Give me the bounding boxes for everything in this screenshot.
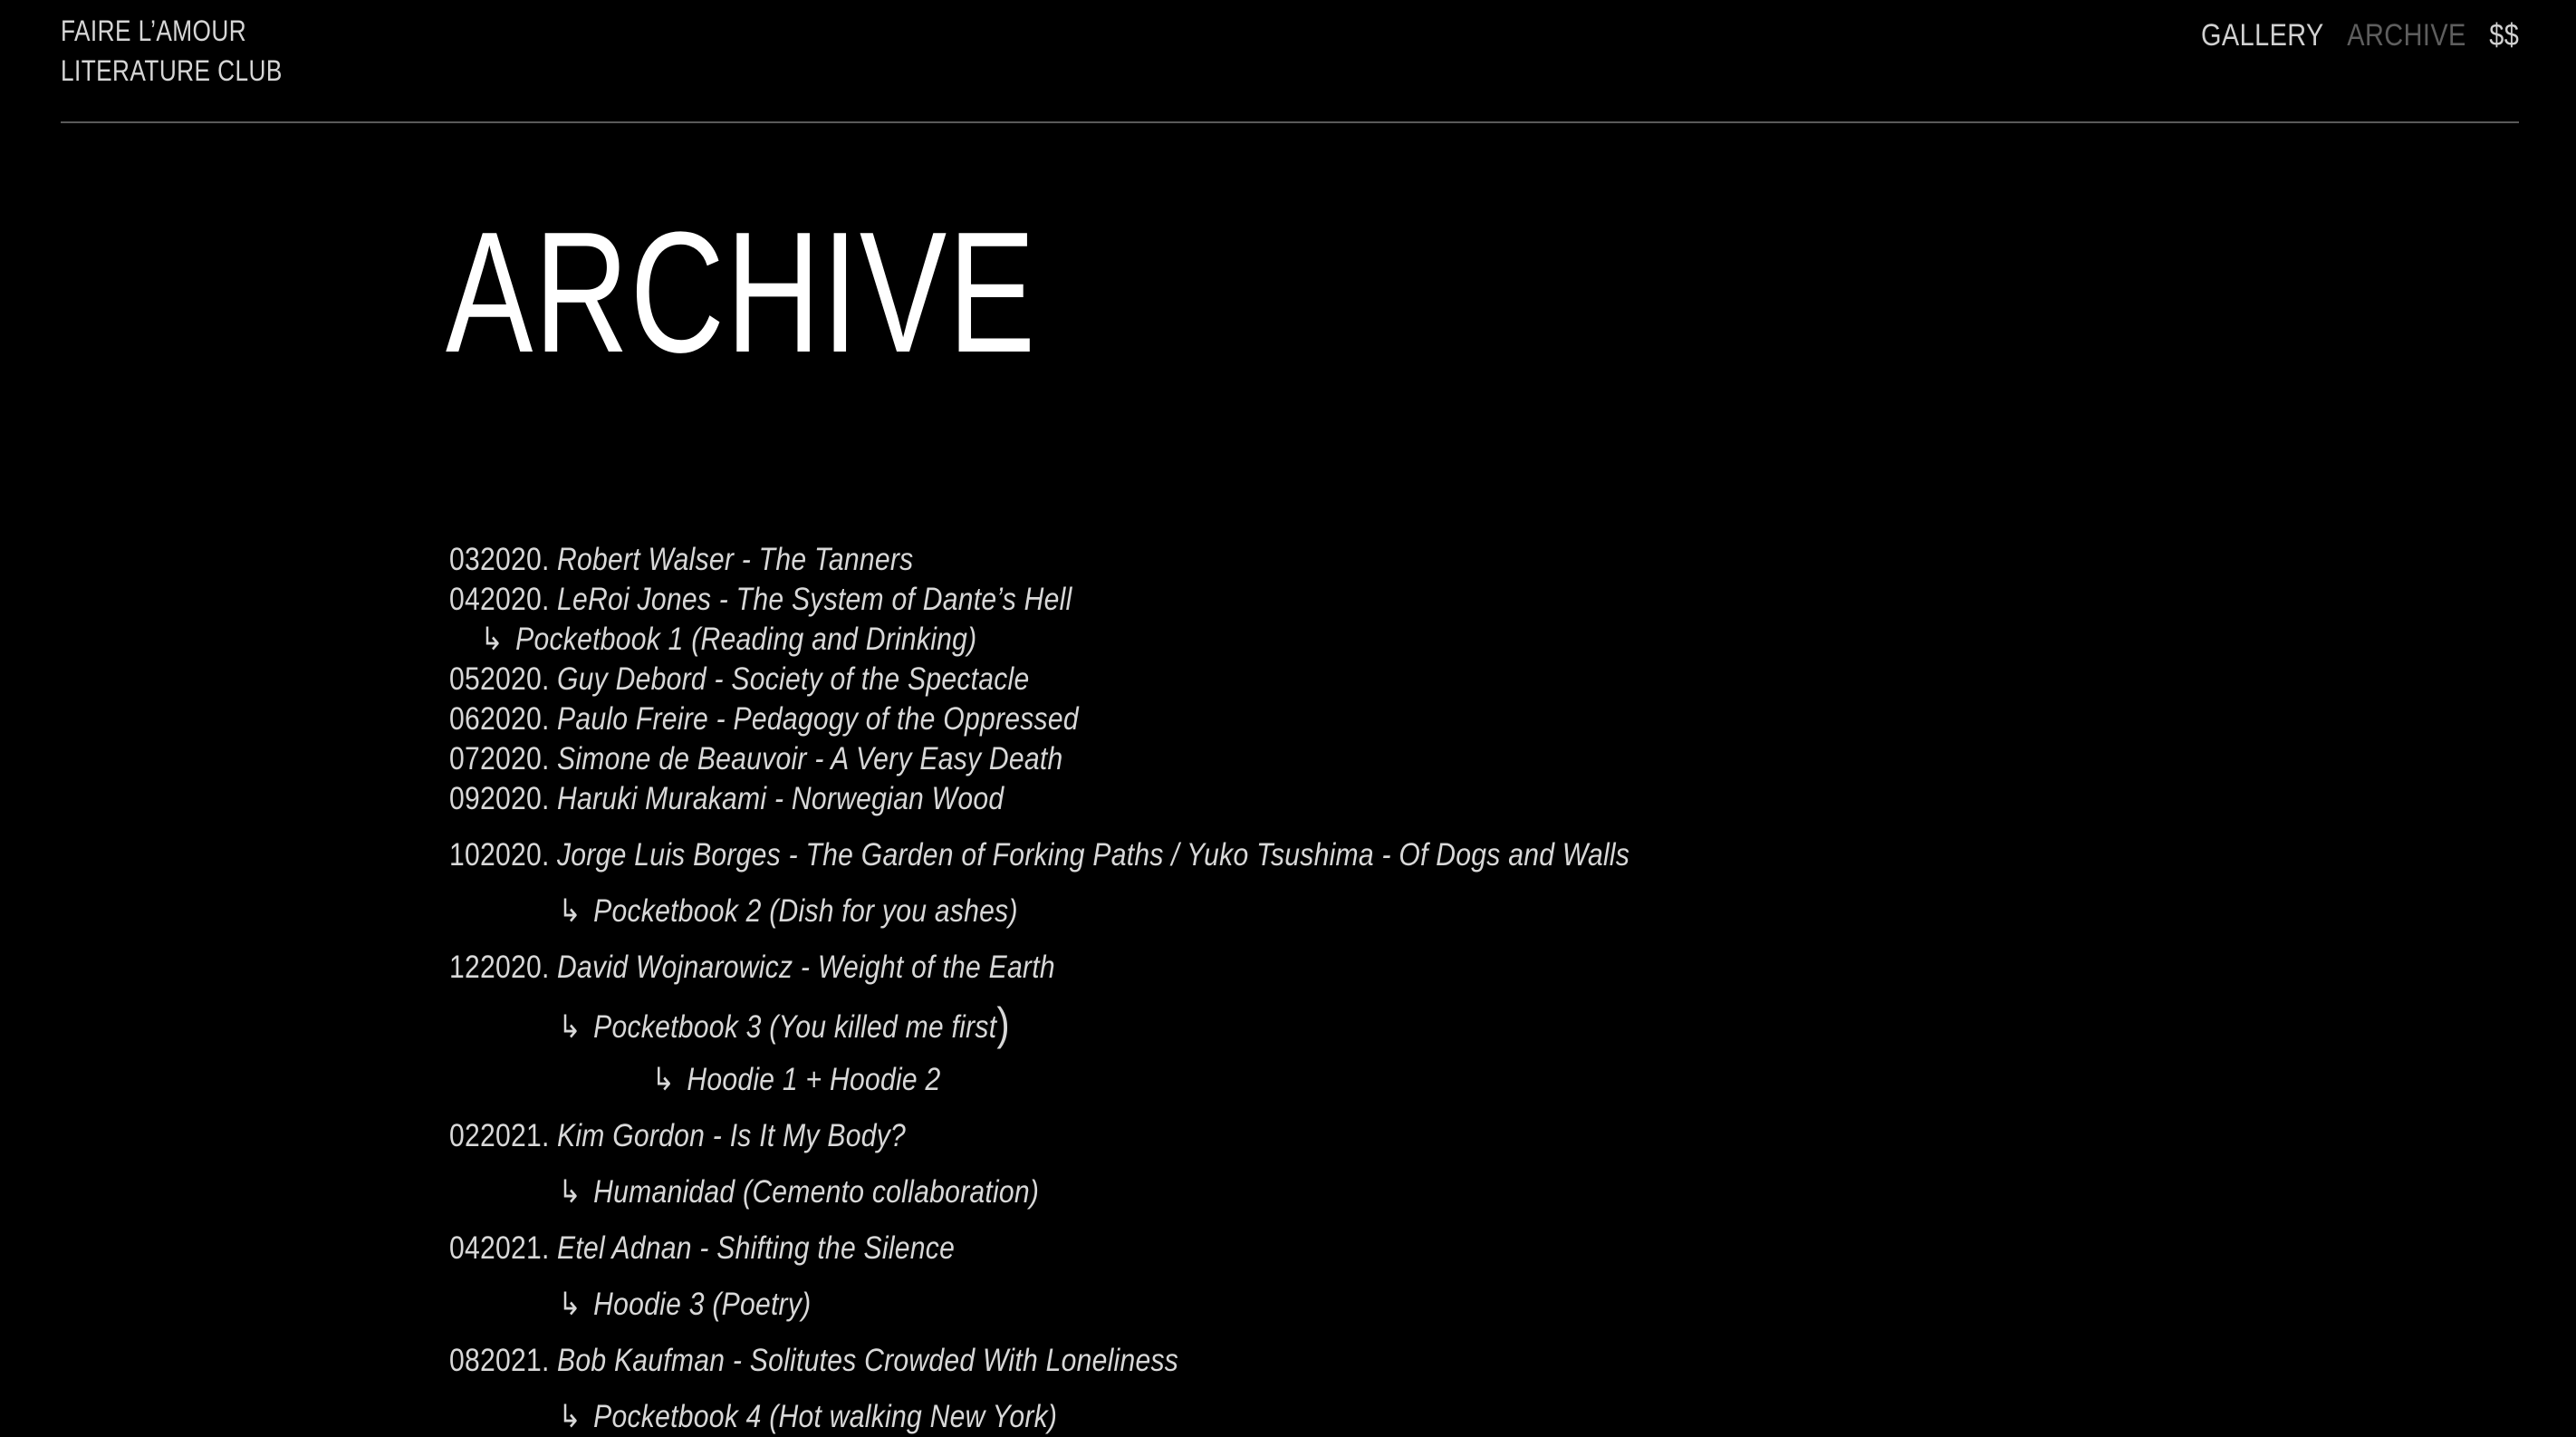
arrow-icon: ↳ <box>558 893 582 929</box>
subentry-label: Pocketbook 3 (You killed me first <box>593 1009 997 1045</box>
archive-entry <box>449 699 1929 739</box>
entry-work: Jorge Luis Borges - The Garden of Forking Paths / Yuko Tsushima - Of Dogs and Walls <box>556 837 1630 873</box>
archive-entry <box>449 540 1929 580</box>
entry-work: Guy Debord - Society of the Spectacle <box>556 661 1030 697</box>
entry-work: LeRoi Jones - The System of Dante’s Hell <box>556 582 1072 617</box>
archive-subentry <box>449 1285 1929 1325</box>
page-title: ARCHIVE <box>446 197 1037 389</box>
nav-archive-link[interactable]: ARCHIVE <box>2347 18 2466 53</box>
archive-entry <box>449 779 1929 819</box>
entry-date: 082021. <box>449 1343 550 1378</box>
entry-work: Haruki Murakami - Norwegian Wood <box>556 781 1004 816</box>
entry-date: 092020. <box>449 781 550 816</box>
archive-entry <box>449 1116 1929 1156</box>
subentry-label: Pocketbook 1 (Reading and Drinking) <box>515 622 977 657</box>
archive-entry <box>449 580 1929 620</box>
subentry-label: Humanidad (Cemento collaboration) <box>593 1174 1040 1210</box>
entry-work: David Wojnarowicz - Weight of the Earth <box>556 950 1055 985</box>
brand-line-1: FAIRE L’AMOUR <box>61 14 247 47</box>
subentry-label: Pocketbook 4 (Hot walking New York) <box>593 1399 1058 1434</box>
nav-shop-link[interactable]: $$ <box>2488 18 2519 53</box>
arrow-icon: ↳ <box>480 622 504 657</box>
archive-entry <box>449 1229 1929 1268</box>
archive-subentry <box>449 998 1929 1049</box>
subentry-label: Pocketbook 2 (Dish for you ashes) <box>593 893 1018 929</box>
main-nav <box>2201 18 2519 53</box>
closing-paren: ) <box>996 998 1010 1049</box>
entry-date: 052020. <box>449 661 550 697</box>
entry-work: Etel Adnan - Shifting the Silence <box>556 1230 956 1266</box>
entry-date: 042021. <box>449 1230 550 1266</box>
entry-date: 072020. <box>449 741 550 776</box>
archive-entry <box>449 660 1929 699</box>
site-header <box>61 0 2519 123</box>
entry-date: 042020. <box>449 582 550 617</box>
entry-work: Paulo Freire - Pedagogy of the Oppressed <box>556 701 1079 737</box>
archive-subentry <box>449 1172 1929 1212</box>
arrow-icon: ↳ <box>558 1399 582 1434</box>
entry-work: Simone de Beauvoir - A Very Easy Death <box>556 741 1063 776</box>
archive-entry <box>449 1341 1929 1381</box>
archive-subentry <box>449 1397 1929 1437</box>
entry-date: 122020. <box>449 950 550 985</box>
entry-work: Kim Gordon - Is It My Body? <box>556 1118 907 1153</box>
archive-entry <box>449 948 1929 988</box>
archive-list <box>449 540 2170 1437</box>
archive-subentry <box>449 1060 1929 1100</box>
entry-date: 062020. <box>449 701 550 737</box>
entry-work: Bob Kaufman - Solitutes Crowded With Loneliness <box>556 1343 1179 1378</box>
site-logo-link[interactable] <box>61 11 283 91</box>
archive-subentry <box>449 892 1929 931</box>
arrow-icon: ↳ <box>558 1287 582 1322</box>
subentry-label: Hoodie 3 (Poetry) <box>593 1287 812 1322</box>
arrow-icon: ↳ <box>558 1174 582 1210</box>
archive-entry <box>449 835 1929 875</box>
nav-gallery-link[interactable]: GALLERY <box>2200 18 2324 53</box>
entry-date: 022021. <box>449 1118 550 1153</box>
brand-line-2: LITERATURE CLUB <box>61 54 283 87</box>
entry-work: Robert Walser - The Tanners <box>556 542 914 577</box>
archive-entry <box>449 739 1929 779</box>
arrow-icon: ↳ <box>558 1009 582 1045</box>
entry-date: 032020. <box>449 542 550 577</box>
arrow-icon: ↳ <box>651 1062 675 1097</box>
archive-subentry <box>449 620 1929 660</box>
subentry-label: Hoodie 1 + Hoodie 2 <box>687 1062 941 1097</box>
entry-date: 102020. <box>449 837 550 873</box>
